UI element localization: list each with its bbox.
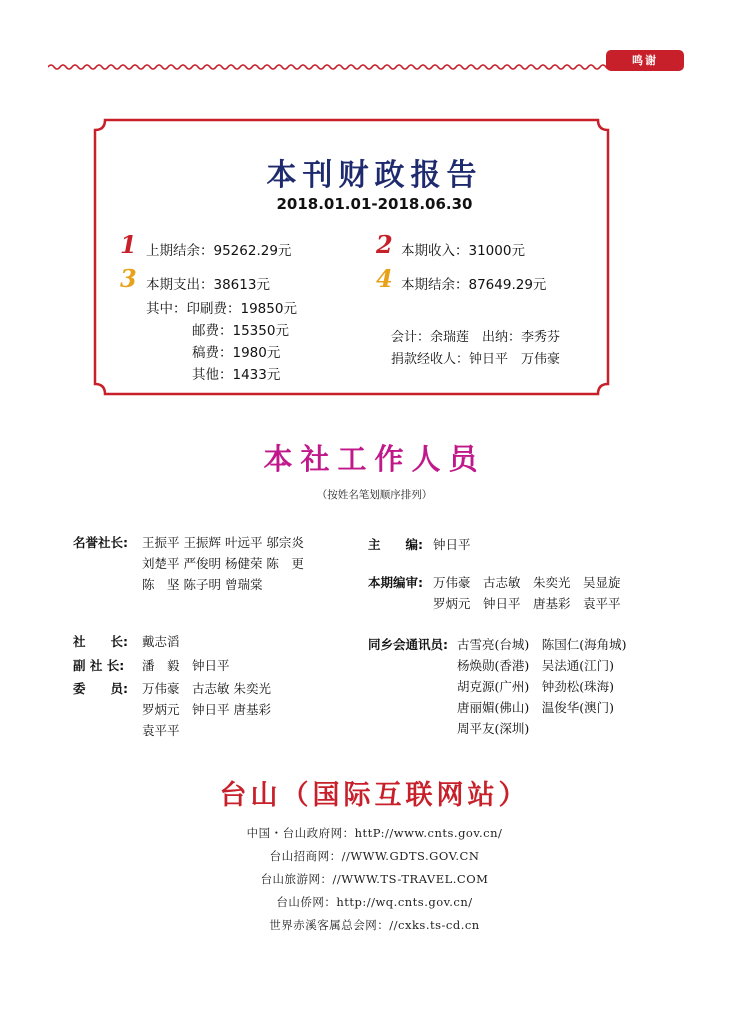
committee-line-3: 袁平平 [142, 723, 180, 738]
expense-printing: 其中：印刷费：19850元 [146, 301, 297, 317]
president-label: 社 长: [73, 634, 128, 649]
honorary-line-3: 陈 坚 陈子明 曾瑞棠 [142, 577, 263, 592]
website-link-investment[interactable]: 台山招商网：//WWW.GDTS.GOV.CN [269, 849, 480, 863]
current-balance: 本期结余：87649.29元 [401, 277, 547, 293]
item-number-2: 2 [376, 230, 393, 259]
correspondents-line-1: 古雪亮(台城) 陈国仁(海角城) [457, 637, 627, 652]
vice-president-label: 副 社 长: [73, 658, 125, 673]
previous-balance: 上期结余：95262.29元 [146, 243, 292, 259]
correspondents-line-2: 杨焕勋(香港) 吴法通(江门) [457, 658, 615, 673]
item-number-1: 1 [120, 230, 137, 259]
item-number-4: 4 [376, 264, 393, 293]
accounting-staff: 会计：余瑞莲 出纳：李秀芬 [391, 330, 561, 345]
honorary-line-1: 王振平 王振辉 叶远平 邬宗炎 [142, 535, 304, 550]
expense-postage: 邮费：15350元 [192, 323, 289, 339]
expense-other: 其他：1433元 [192, 367, 281, 383]
issue-editors-label: 本期编审: [368, 575, 423, 590]
staff-title: 本社工作人员 [263, 442, 486, 476]
editor-name: 钟日平 [433, 537, 471, 552]
issue-editors-line-1: 万伟豪 古志敏 朱奕光 吴显旋 [433, 575, 621, 590]
editor-label: 主 编: [368, 537, 423, 552]
honorary-label: 名誉社长: [73, 535, 128, 550]
finance-title: 本刊财政报告 [266, 158, 483, 193]
website-link-overseas[interactable]: 台山侨网：http://wq.cnts.gov.cn/ [276, 895, 473, 909]
correspondents-label: 同乡会通讯员: [368, 637, 448, 652]
website-link-taishan-gov[interactable]: 中国・台山政府网：httP://www.cnts.gov.cn/ [246, 826, 503, 840]
honorary-line-2: 刘楚平 严俊明 杨健荣 陈 更 [142, 556, 304, 571]
websites-title: 台山（国际互联网站） [219, 780, 530, 811]
correspondents-line-5: 周平友(深圳) [457, 721, 530, 736]
header-wave-divider [48, 62, 608, 72]
president-name: 戴志滔 [142, 634, 180, 649]
correspondents-line-3: 胡克源(广州) 钟劲松(珠海) [457, 679, 615, 694]
correspondents-line-4: 唐丽媚(佛山) 温俊华(澳门) [457, 700, 615, 715]
finance-date-range: 2018.01.01-2018.06.30 [276, 195, 473, 213]
website-link-tourism[interactable]: 台山旅游网：//WWW.TS-TRAVEL.COM [260, 872, 489, 886]
committee-line-1: 万伟豪 古志敏 朱奕光 [142, 681, 271, 696]
committee-label: 委 员: [73, 681, 128, 696]
committee-line-2: 罗炳元 钟日平 唐基彩 [142, 702, 271, 717]
item-number-3: 3 [120, 264, 137, 293]
website-link-chixi-hakka[interactable]: 世界赤溪客属总会网：//cxks.ts-cd.cn [269, 918, 480, 932]
staff-subtitle: （按姓名笔划顺序排列） [316, 489, 433, 501]
issue-editors-line-2: 罗炳元 钟日平 唐基彩 袁平平 [433, 596, 621, 611]
current-expense: 本期支出：38613元 [146, 277, 270, 293]
section-tab: 鸣谢 [606, 50, 684, 71]
expense-fees: 稿费：1980元 [192, 345, 281, 361]
donation-receivers: 捐款经收人：钟日平 万伟豪 [391, 352, 561, 367]
current-income: 本期收入：31000元 [401, 243, 525, 259]
vice-president-names: 潘 毅 钟日平 [142, 658, 230, 673]
